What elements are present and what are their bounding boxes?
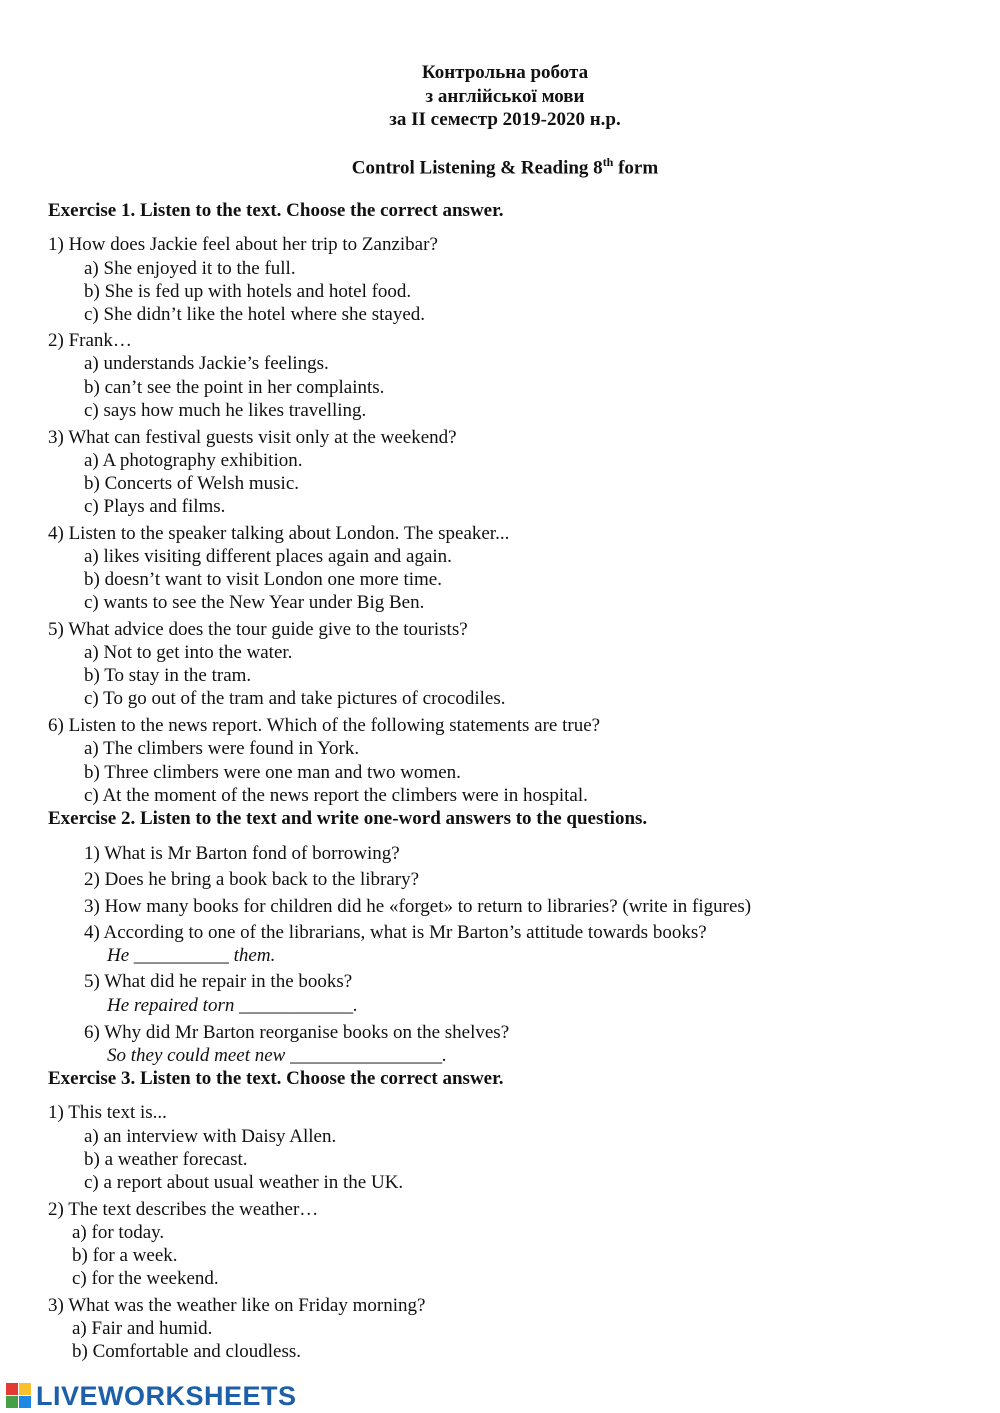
ex1-q4-option-c[interactable]: c) wants to see the New Year under Big Ben. <box>84 592 425 613</box>
page-title <box>0 155 1000 179</box>
ex3-q2-option-b[interactable]: b) for a week. <box>72 1245 178 1266</box>
ex2-question-4: 4) According to one of the librarians, what is Mr Barton’s attitude towards books? <box>84 922 707 943</box>
ex1-question-2: 2) Frank… <box>48 330 132 351</box>
ex1-question-5: 5) What advice does the tour guide give to the tourists? <box>48 619 468 640</box>
ex2-question-1: 1) What is Mr Barton fond of borrowing? <box>84 843 400 864</box>
title-superscript: th <box>602 155 614 169</box>
ex1-q4-option-a[interactable]: a) likes visiting different places again and again. <box>84 546 452 567</box>
ex3-q1-option-a[interactable]: a) an interview with Daisy Allen. <box>84 1126 337 1147</box>
ex3-question-1: 1) This text is... <box>48 1102 167 1123</box>
ex1-q5-option-b[interactable]: b) To stay in the tram. <box>84 665 252 686</box>
ex3-question-2: 2) The text describes the weather… <box>48 1199 319 1220</box>
ex1-q6-option-c[interactable]: c) At the moment of the news report the climbers were in hospital. <box>84 785 588 806</box>
ex3-q3-option-b[interactable]: b) Comfortable and cloudless. <box>72 1341 302 1362</box>
ex1-q1-option-b[interactable]: b) She is fed up with hotels and hotel food. <box>84 281 412 302</box>
ex2-question-3: 3) How many books for children did he «forget» to return to libraries? (write in figures) <box>84 896 752 917</box>
logo-square-yellow <box>19 1383 31 1395</box>
ex1-q2-option-b[interactable]: b) can’t see the point in her complaints. <box>84 377 385 398</box>
ex3-question-3: 3) What was the weather like on Friday morning? <box>48 1295 426 1316</box>
ex2-answer-5[interactable]: He repaired torn ____________. <box>107 995 358 1016</box>
header-line-1: Контрольна робота <box>421 62 589 83</box>
ex1-q3-option-c[interactable]: c) Plays and films. <box>84 496 226 517</box>
ex2-question-6: 6) Why did Mr Barton reorganise books on the shelves? <box>84 1022 510 1043</box>
logo-square-red <box>6 1383 18 1395</box>
exercise-3-heading: Exercise 3. Listen to the text. Choose the correct answer. <box>48 1068 504 1089</box>
ex1-q2-option-c[interactable]: c) says how much he likes travelling. <box>84 400 367 421</box>
ex1-q1-option-a[interactable]: a) She enjoyed it to the full. <box>84 258 296 279</box>
ex3-q3-option-a[interactable]: a) Fair and humid. <box>72 1318 213 1339</box>
ex1-q1-option-c[interactable]: c) She didn’t like the hotel where she stayed. <box>84 304 426 325</box>
ex1-q6-option-a[interactable]: a) The climbers were found in York. <box>84 738 360 759</box>
ex2-answer-6[interactable]: So they could meet new ________________. <box>107 1045 447 1066</box>
logo-squares-icon <box>6 1383 32 1409</box>
ex1-q3-option-a[interactable]: a) A photography exhibition. <box>84 450 303 471</box>
ex1-question-4: 4) Listen to the speaker talking about London. The speaker... <box>48 523 510 544</box>
ex1-question-1: 1) How does Jackie feel about her trip to Zanzibar? <box>48 234 438 255</box>
ex1-q4-option-b[interactable]: b) doesn’t want to visit London one more time. <box>84 569 442 590</box>
ex1-question-6: 6) Listen to the news report. Which of the following statements are true? <box>48 715 601 736</box>
logo-text: LIVEWORKSHEETS <box>36 1380 297 1411</box>
ex2-question-2: 2) Does he bring a book back to the library? <box>84 869 420 890</box>
ex1-q2-option-a[interactable]: a) understands Jackie’s feelings. <box>84 353 329 374</box>
title-end: form <box>613 157 659 179</box>
header-line-2: з англійської мови <box>425 86 585 107</box>
ex1-question-3: 3) What can festival guests visit only at the weekend? <box>48 427 457 448</box>
ex3-q2-option-a[interactable]: a) for today. <box>72 1222 165 1243</box>
ex3-q1-option-b[interactable]: b) a weather forecast. <box>84 1149 248 1170</box>
exercise-2-heading: Exercise 2. Listen to the text and write one-word answers to the questions. <box>48 808 648 829</box>
ex2-answer-4[interactable]: He __________ them. <box>107 945 276 966</box>
ex1-q6-option-b[interactable]: b) Three climbers were one man and two women. <box>84 762 461 783</box>
ex1-q5-option-c[interactable]: c) To go out of the tram and take pictures of crocodiles. <box>84 688 506 709</box>
logo-square-blue <box>19 1396 31 1408</box>
ex2-question-5: 5) What did he repair in the books? <box>84 971 353 992</box>
logo-square-green <box>6 1396 18 1408</box>
header-line-3: за II семестр 2019-2020 н.р. <box>389 109 621 130</box>
ex1-q3-option-b[interactable]: b) Concerts of Welsh music. <box>84 473 300 494</box>
ex1-q5-option-a[interactable]: a) Not to get into the water. <box>84 642 293 663</box>
title-main: Control Listening & Reading 8 <box>351 157 603 179</box>
ex3-q2-option-c[interactable]: c) for the weekend. <box>72 1268 219 1289</box>
liveworksheets-logo[interactable] <box>6 1380 297 1412</box>
exercise-1-heading: Exercise 1. Listen to the text. Choose the correct answer. <box>48 200 504 221</box>
ex3-q1-option-c[interactable]: c) a report about usual weather in the UK. <box>84 1172 404 1193</box>
